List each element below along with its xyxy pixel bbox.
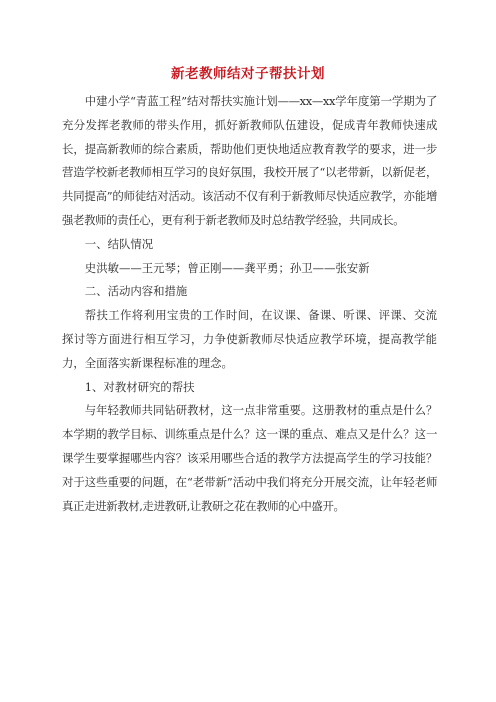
document-title: 新老教师结对子帮扶计划 bbox=[171, 66, 325, 82]
teams-list: 史洪敏——王元琴；曾正刚——龚平勇；孙卫——张安新 bbox=[84, 260, 370, 275]
activities-paragraph: 帮扶工作将利用宝贵的工作时间，在议课、备课、听课、评课、交流探讨等方面进行相互学习，力争使新教师尽快适应教学环境，提高教学能力，全面落实新课程标准的理念。 bbox=[62, 308, 437, 370]
section-heading-activities: 二、活动内容和措施 bbox=[84, 284, 188, 299]
subsection-heading-materials: 1、对教材研究的帮扶 bbox=[84, 379, 195, 394]
materials-paragraph: 与年轻教师共同钻研教材，这一点非常重要。这册教材的重点是什么？本学期的教学目标、训练重点是什么？这一课的重点、难点又是什么？这一课学生要掌握哪些内容？该采用哪些合适的教学方法提高学生的学习技能？对于这些重要的问题，在“老带新”活动中我们将充分开展交流，让年轻老师真正走进新教材,走进教研,让教研之花在教师的心中盛开。 bbox=[62, 403, 437, 513]
section-heading-teams: 一、结队情况 bbox=[84, 236, 154, 251]
document-body bbox=[62, 90, 437, 518]
intro-paragraph: 中建小学“青蓝工程”结对帮扶实施计划——xx—xx学年度第一学期为了充分发挥老教师的带头作用，抓好新教师队伍建设，促成青年教师快速成长，提高新教师的综合素质，帮助他们更快地适应教育教学的要求，进一步营造学校新老教师相互学习的良好氛围，我校开展了“以老带新，以新促老，共同提高”的师徒结对活动。该活动不仅有利于新教师尽快适应教学，亦能增强老教师的责任心，更有利于新老教师及时总结教学经验，共同成长。 bbox=[62, 94, 437, 227]
